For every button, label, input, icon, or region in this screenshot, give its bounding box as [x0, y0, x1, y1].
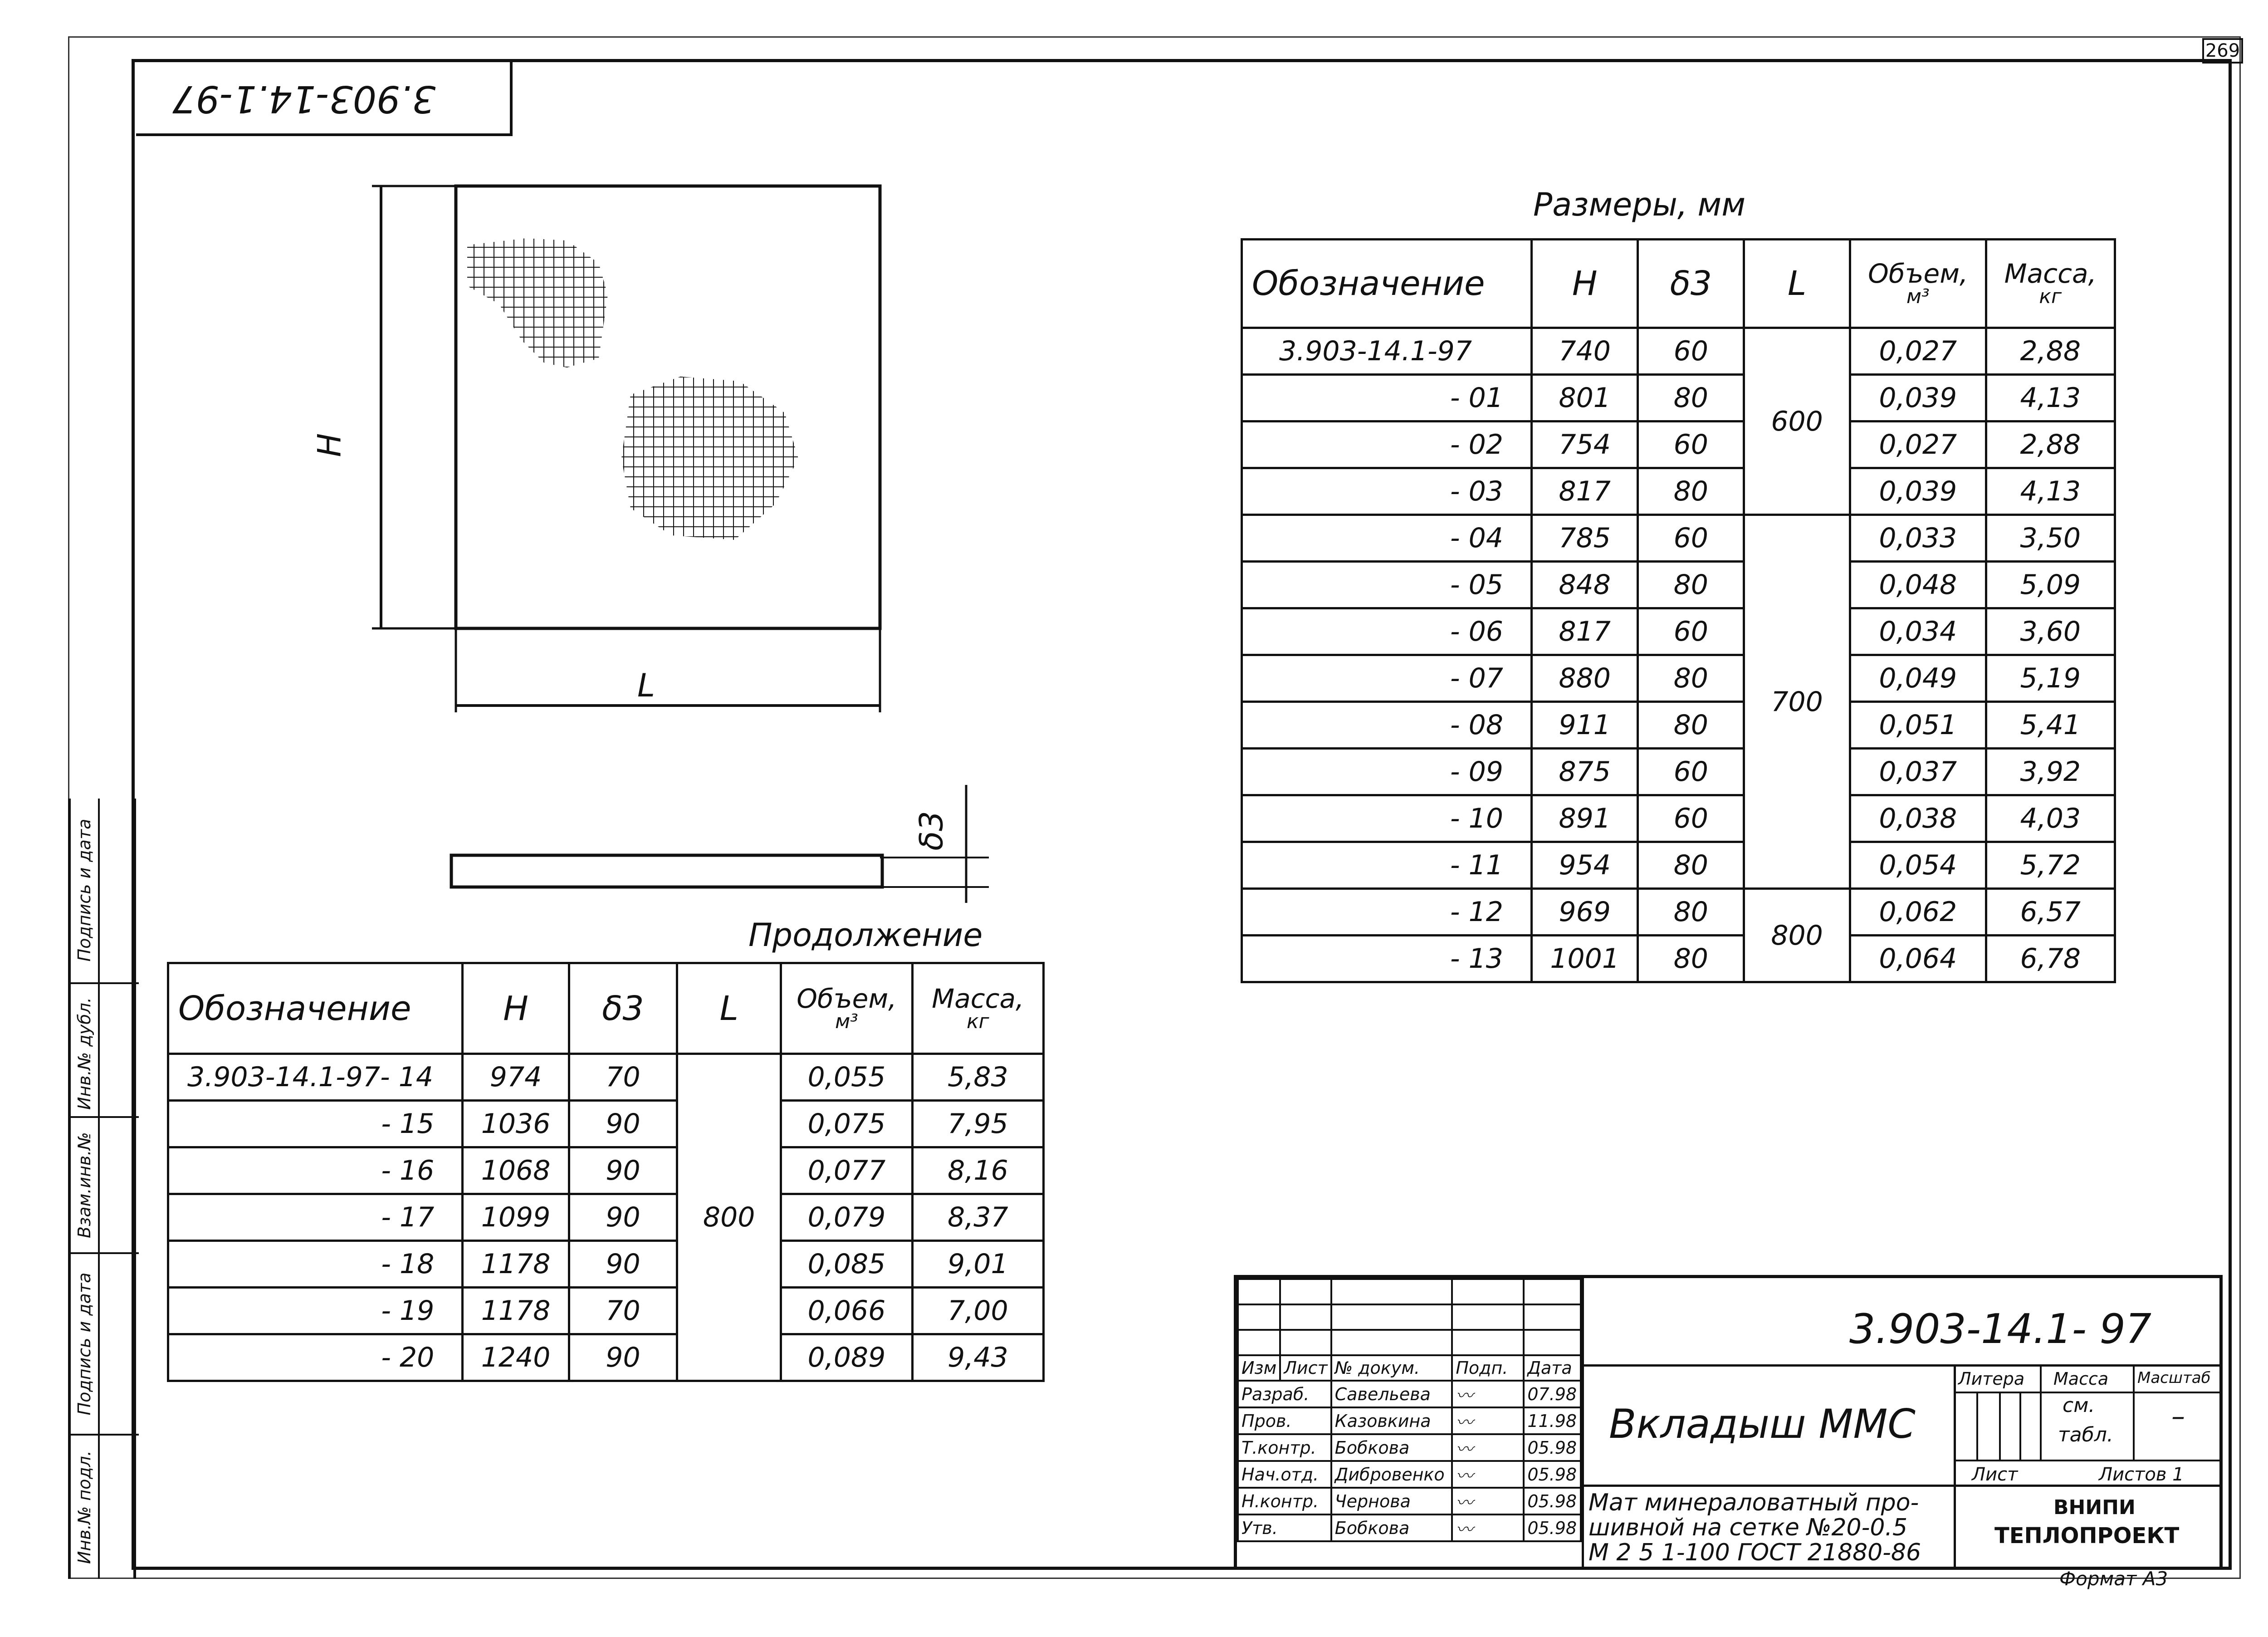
person-row: Разраб. Савельева 〰 07.98 [1238, 1381, 1581, 1407]
title-block [1234, 1275, 2223, 1570]
org-line-1: ВНИПИ [2053, 1496, 2136, 1519]
mass-value-2: табл. [2058, 1423, 2113, 1446]
table-row: 3.903-14.1-97- 14 974 70 800 0,055 5,83 [168, 1054, 1044, 1101]
scale-label: Масштаб [2137, 1369, 2211, 1387]
table-row: - 04 785 60 700 0,033 3,50 [1242, 515, 2115, 562]
table-row: - 01 801 80 0,039 4,13 [1242, 375, 2115, 422]
strip-label-inv-podl: Инв.№ подл. [74, 1450, 94, 1564]
th-h: H [1531, 240, 1637, 328]
strip-label-podpis-bottom: Подпись и дата [74, 1272, 94, 1416]
th-designation: Обозначение [1242, 240, 1532, 328]
cont-table-header [168, 963, 1044, 1054]
sheet-label: Лист [1972, 1464, 2018, 1485]
page-number: 269 [2202, 38, 2243, 64]
table-row: - 06 817 60 0,034 3,60 [1242, 608, 2115, 655]
person-row: Нач.отд. Дибровенко 〰 05.98 [1238, 1461, 1581, 1488]
th-h: H [463, 963, 569, 1054]
title-block-names [1237, 1278, 1582, 1542]
person-row: Н.контр. Чернова 〰 05.98 [1238, 1488, 1581, 1514]
table-row: - 05 848 80 0,048 5,09 [1242, 562, 2115, 608]
th-mass: Масса, кг [1986, 240, 2115, 328]
sketch-h-label: H [311, 433, 348, 457]
table-row: - 03 817 80 0,039 4,13 [1242, 468, 2115, 515]
th-delta: δ3 [569, 963, 677, 1054]
table-row: - 17 1099 90 0,079 8,37 [168, 1194, 1044, 1241]
litera-label: Литера [1958, 1369, 2025, 1389]
rotated-stamp-text: 3.903-14.1-97 [172, 77, 436, 120]
l-group-700: 700 [1744, 515, 1850, 889]
l-group-600: 600 [1744, 328, 1850, 515]
table-row: - 18 1178 90 0,085 9,01 [168, 1241, 1044, 1288]
mass-label: Масса [2053, 1369, 2109, 1389]
l-group-800: 800 [1744, 889, 1850, 982]
table-row: - 09 875 60 0,037 3,92 [1242, 749, 2115, 795]
cont-table [167, 962, 1045, 1382]
person-row: Т.контр. Бобкова 〰 05.98 [1238, 1434, 1581, 1461]
th-designation: Обозначение [168, 963, 463, 1054]
material-line-2: шивной на сетке №20-0.5 [1589, 1514, 1908, 1541]
format-label: Формат А3 [2059, 1568, 2168, 1590]
scale-value: – [2171, 1401, 2185, 1432]
mesh-patch-lower [621, 377, 798, 540]
table-row: - 20 1240 90 0,089 9,43 [168, 1334, 1044, 1381]
table-row: - 08 911 80 0,051 5,41 [1242, 702, 2115, 749]
doc-code: 3.903-14.1- 97 [1849, 1305, 2152, 1353]
person-row: Утв. Бобкова 〰 05.98 [1238, 1514, 1581, 1541]
table-row: - 16 1068 90 0,077 8,16 [168, 1147, 1044, 1194]
main-table-title: Размеры, мм [1533, 186, 1746, 223]
table-row: - 19 1178 70 0,066 7,00 [168, 1288, 1044, 1334]
th-delta: δ3 [1638, 240, 1744, 328]
doc-name: Вкладыш ММС [1609, 1401, 1916, 1447]
th-l: L [677, 963, 781, 1054]
th-volume: Объем, м³ [1850, 240, 1986, 328]
main-table [1241, 238, 2116, 983]
table-row: - 13 1001 80 0,064 6,78 [1242, 936, 2115, 982]
mesh-patch-upper [467, 238, 608, 368]
sketch-delta-label: δ3 [913, 811, 950, 851]
mat-section [451, 855, 882, 887]
table-row: - 15 1036 90 0,075 7,95 [168, 1101, 1044, 1147]
main-table-header [1242, 240, 2115, 328]
l-cont-800: 800 [677, 1054, 781, 1381]
mat-sketch [354, 177, 989, 926]
table-row: - 07 880 80 0,049 5,19 [1242, 655, 2115, 702]
org-line-2: ТЕПЛОПРОЕКТ [1994, 1523, 2180, 1549]
th-l: L [1744, 240, 1850, 328]
table-row: - 11 954 80 0,054 5,72 [1242, 842, 2115, 889]
material-line-1: Мат минераловатный про- [1589, 1489, 1919, 1516]
sheets-label: Листов 1 [2099, 1464, 2184, 1485]
strip-label-vzam: Взам.инв.№ [74, 1132, 94, 1238]
table-row: 3.903-14.1-97 740 60 600 0,027 2,88 [1242, 328, 2115, 375]
person-row: Пров. Казовкина 〰 11.98 [1238, 1407, 1581, 1434]
material-line-3: М 2 5 1-100 ГОСТ 21880-86 [1589, 1539, 1921, 1566]
strip-label-podpis-top: Подпись и дата [74, 818, 94, 962]
sketch-l-label: L [637, 667, 655, 704]
side-strip [68, 799, 136, 1579]
strip-label-inv-dubl: Инв.№ дубл. [74, 997, 94, 1110]
table-row: - 12 969 80 800 0,062 6,57 [1242, 889, 2115, 936]
cont-table-title: Продолжение [748, 917, 983, 954]
title-block-header-row: Изм Лист № докум. Подп. Дата [1238, 1355, 1581, 1381]
th-mass: Масса, кг [912, 963, 1043, 1054]
table-row: - 02 754 60 0,027 2,88 [1242, 422, 2115, 468]
th-volume: Объем, м³ [781, 963, 913, 1054]
table-row: - 10 891 60 0,038 4,03 [1242, 795, 2115, 842]
mass-value-1: см. [2063, 1394, 2095, 1417]
